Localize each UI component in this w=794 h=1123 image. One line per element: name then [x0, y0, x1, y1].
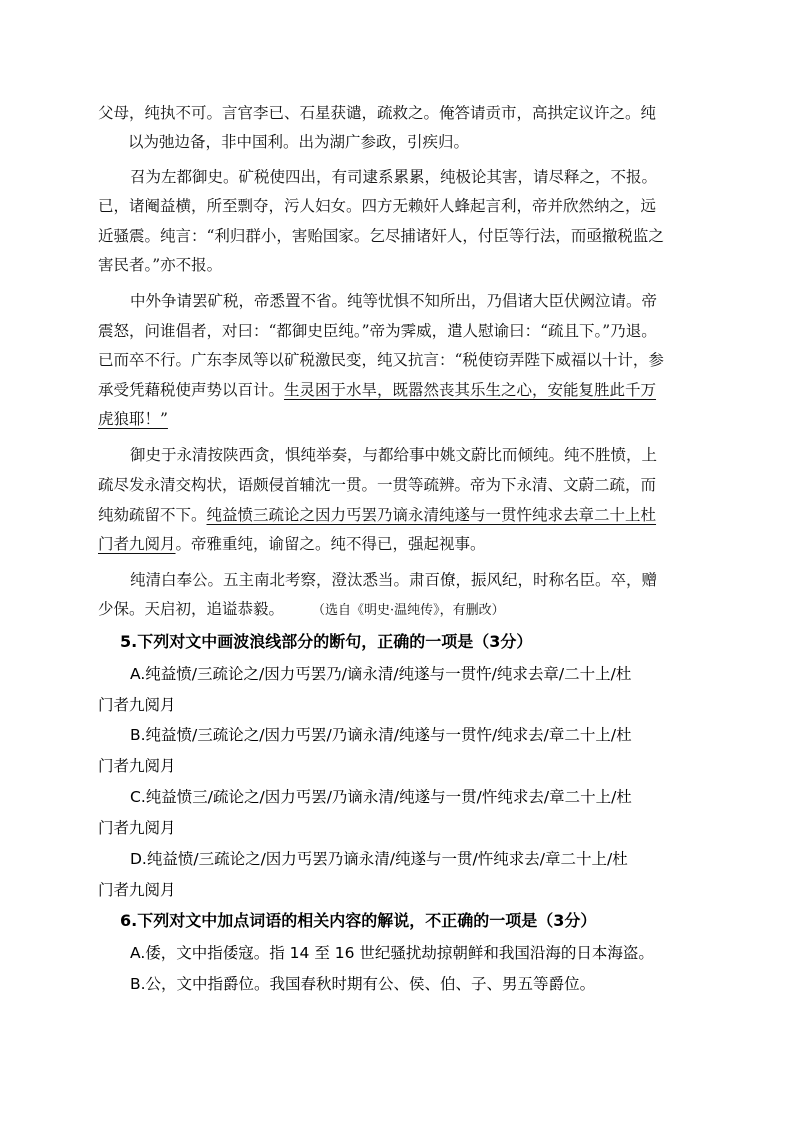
passage-line: 召为左都御史。矿税使四出，有司逮系累累，纯极论其害，请尽释之，不报。 [130, 168, 658, 186]
passage-line [0, 533, 794, 555]
passage-line: 父母，纯执不可。言官李已、石星获谴，疏救之。俺答请贡市，高拱定议许之。纯 [98, 104, 657, 122]
passage-text: 承受凭藉税使声势以百计。 [98, 381, 285, 399]
question-5-option-c-cont: 门者九阅月 [98, 819, 176, 837]
question-5-option-a-cont: 门者九阅月 [98, 696, 176, 714]
underlined-sentence: 生灵困于水旱，既嚣然丧其乐生之心，安能复胜此千万 [284, 381, 657, 399]
passage-line: 震怒，问谁倡者，对曰：“都御史臣纯。”帝为霁威，遣人慰谕曰：“疏且下。”乃退。 [98, 322, 657, 340]
passage-line: 中外争请罢矿税，帝悉置不省。纯等忧惧不知所出，乃倡诸大臣伏阙泣请。帝 [130, 292, 658, 310]
wavy-line-sentence: 纯益愤三疏论之因力丐罢乃谪永清纯遂与一贯忤纯求去章二十上杜 [206, 506, 657, 524]
question-6-option-a: A.倭，文中指倭寇。指 14 至 16 世纪骚扰劫掠朝鲜和我国沿海的日本海盗。 [130, 944, 654, 962]
passage-line [0, 408, 794, 430]
question-6-title: 6.下列对文中加点词语的相关内容的解说，不正确的一项是（3分） [120, 911, 597, 930]
question-5-option-b-cont: 门者九阅月 [98, 757, 176, 775]
passage-text: 少保。天启初，追谥恭毅。 [98, 600, 285, 618]
question-5-option-d-cont: 门者九阅月 [98, 881, 176, 899]
question-5-title: 5.下列对文中画波浪线部分的断句，正确的一项是（3分） [120, 632, 533, 651]
wavy-line-sentence: 门者九阅月 [98, 535, 176, 553]
source-citation: （选自《明史·温纯传》，有删改） [312, 603, 505, 618]
underlined-sentence: 虎狼耶！” [98, 410, 168, 428]
passage-text: 纯劾疏留不下。 [98, 506, 207, 524]
passage-line [0, 379, 794, 401]
passage-line [0, 504, 794, 526]
passage-line: 疏尽发永清交构状，语颇侵首辅沈一贯。一贯等疏辨。帝为下永清、文蔚二疏，而 [98, 476, 657, 494]
question-5-option-c: C.纯益愤三/疏论之/因力丐罢/乃谪永清/纯遂与一贯/忤纯求去/章二十上/杜 [130, 788, 632, 806]
question-5-option-b: B.纯益愤/三疏论之/因力丐罢/乃谪永清/纯遂与一贯忤/纯求去/章二十上/杜 [130, 726, 632, 744]
question-5-option-a: A.纯益愤/三疏论之/因力丐罢乃/谪永清/纯遂与一贯忤/纯求去章/二十上/杜 [130, 665, 632, 683]
passage-line: 以为弛边备，非中国利。出为湖广参政，引疾归。 [128, 133, 470, 151]
passage-line: 纯清白奉公。五主南北考察，澄汰悉当。肃百僚，振风纪，时称名臣。卒，赠 [130, 571, 658, 589]
passage-line: 已而卒不行。广东李凤等以矿税激民变，纯又抗言：“税使窃弄陛下威福以十计，参 [98, 351, 664, 369]
passage-line: 已，诸阉益横，所至剽夺，污人妇女。四方无赖奸人蜂起言利，帝并欣然纳之，远 [98, 197, 657, 215]
passage-line [0, 598, 794, 620]
passage-line: 御史于永清按陕西贪，惧纯举奏，与都给事中姚文蔚比而倾纯。纯不胜愤，上 [130, 446, 658, 464]
passage-text: 。帝雅重纯，谕留之。纯不得已，强起视事。 [175, 535, 486, 553]
passage-line: 害民者。”亦不报。 [98, 256, 223, 274]
passage-line: 近骚震。纯言：“利归群小，害贻国家。乞尽捕诸奸人，付臣等行法，而亟撤税监之 [98, 227, 664, 245]
question-6-option-b: B.公，文中指爵位。我国春秋时期有公、侯、伯、子、男五等爵位。 [130, 975, 596, 993]
question-5-option-d: D.纯益愤/三疏论之/因力丐罢乃谪永清/纯遂与一贯/忤纯求去/章二十上/杜 [130, 850, 628, 868]
